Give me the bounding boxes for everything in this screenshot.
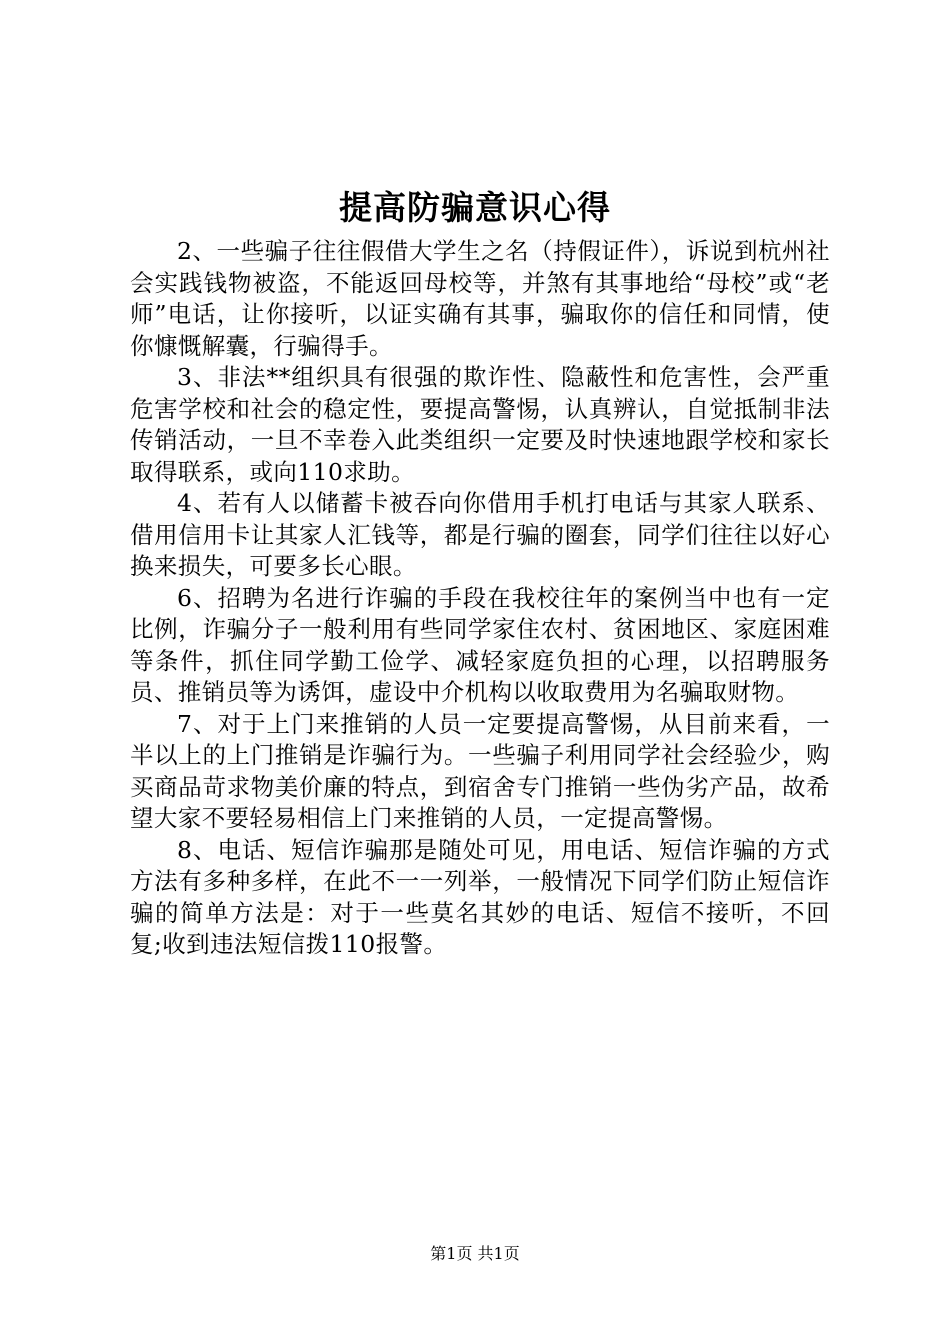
paragraph-3: 3、非法**组织具有很强的欺诈性、隐蔽性和危害性，会严重危害学校和社会的稳定性，要提高警惕，认真辨认，自觉抵制非法传销活动，一旦不幸卷入此类组织一定要及时快速地跟学校和家长取得联系，或向110求助。 <box>130 363 830 486</box>
document-title: 提高防骗意识心得 <box>339 188 611 227</box>
paragraph-4: 4、若有人以储蓄卡被吞向你借用手机打电话与其家人联系、借用信用卡让其家人汇钱等，都是行骗的圈套，同学们往往以好心换来损失，可要多长心眼。 <box>130 489 830 580</box>
paragraph-8: 8、电话、短信诈骗那是随处可见，用电话、短信诈骗的方式方法有多种多样，在此不一一列举，一般情况下同学们防止短信诈骗的简单方法是：对于一些莫名其妙的电话、短信不接听，不回复;收到违法短信拨110报警。 <box>130 835 830 958</box>
page-number-footer: 第1页 共1页 <box>430 1244 520 1263</box>
document-body <box>130 236 830 961</box>
paragraph-2: 2、一些骗子往往假借大学生之名（持假证件），诉说到杭州社会实践钱物被盗，不能返回母校等，并煞有其事地给“母校”或“老师”电话，让你接听，以证实确有其事，骗取你的信任和同情，使你慷慨解囊，行骗得手。 <box>130 237 830 360</box>
paragraph-6: 6、招聘为名进行诈骗的手段在我校往年的案例当中也有一定比例，诈骗分子一般利用有些同学家住农村、贫困地区、家庭困难等条件，抓住同学勤工俭学、减轻家庭负担的心理，以招聘服务员、推销员等为诱饵，虚设中介机构以收取费用为名骗取财物。 <box>130 583 830 706</box>
paragraph-7: 7、对于上门来推销的人员一定要提高警惕，从目前来看，一半以上的上门推销是诈骗行为。一些骗子利用同学社会经验少，购买商品苛求物美价廉的特点，到宿舍专门推销一些伪劣产品，故希望大家不要轻易相信上门来推销的人员，一定提高警惕。 <box>130 709 830 832</box>
